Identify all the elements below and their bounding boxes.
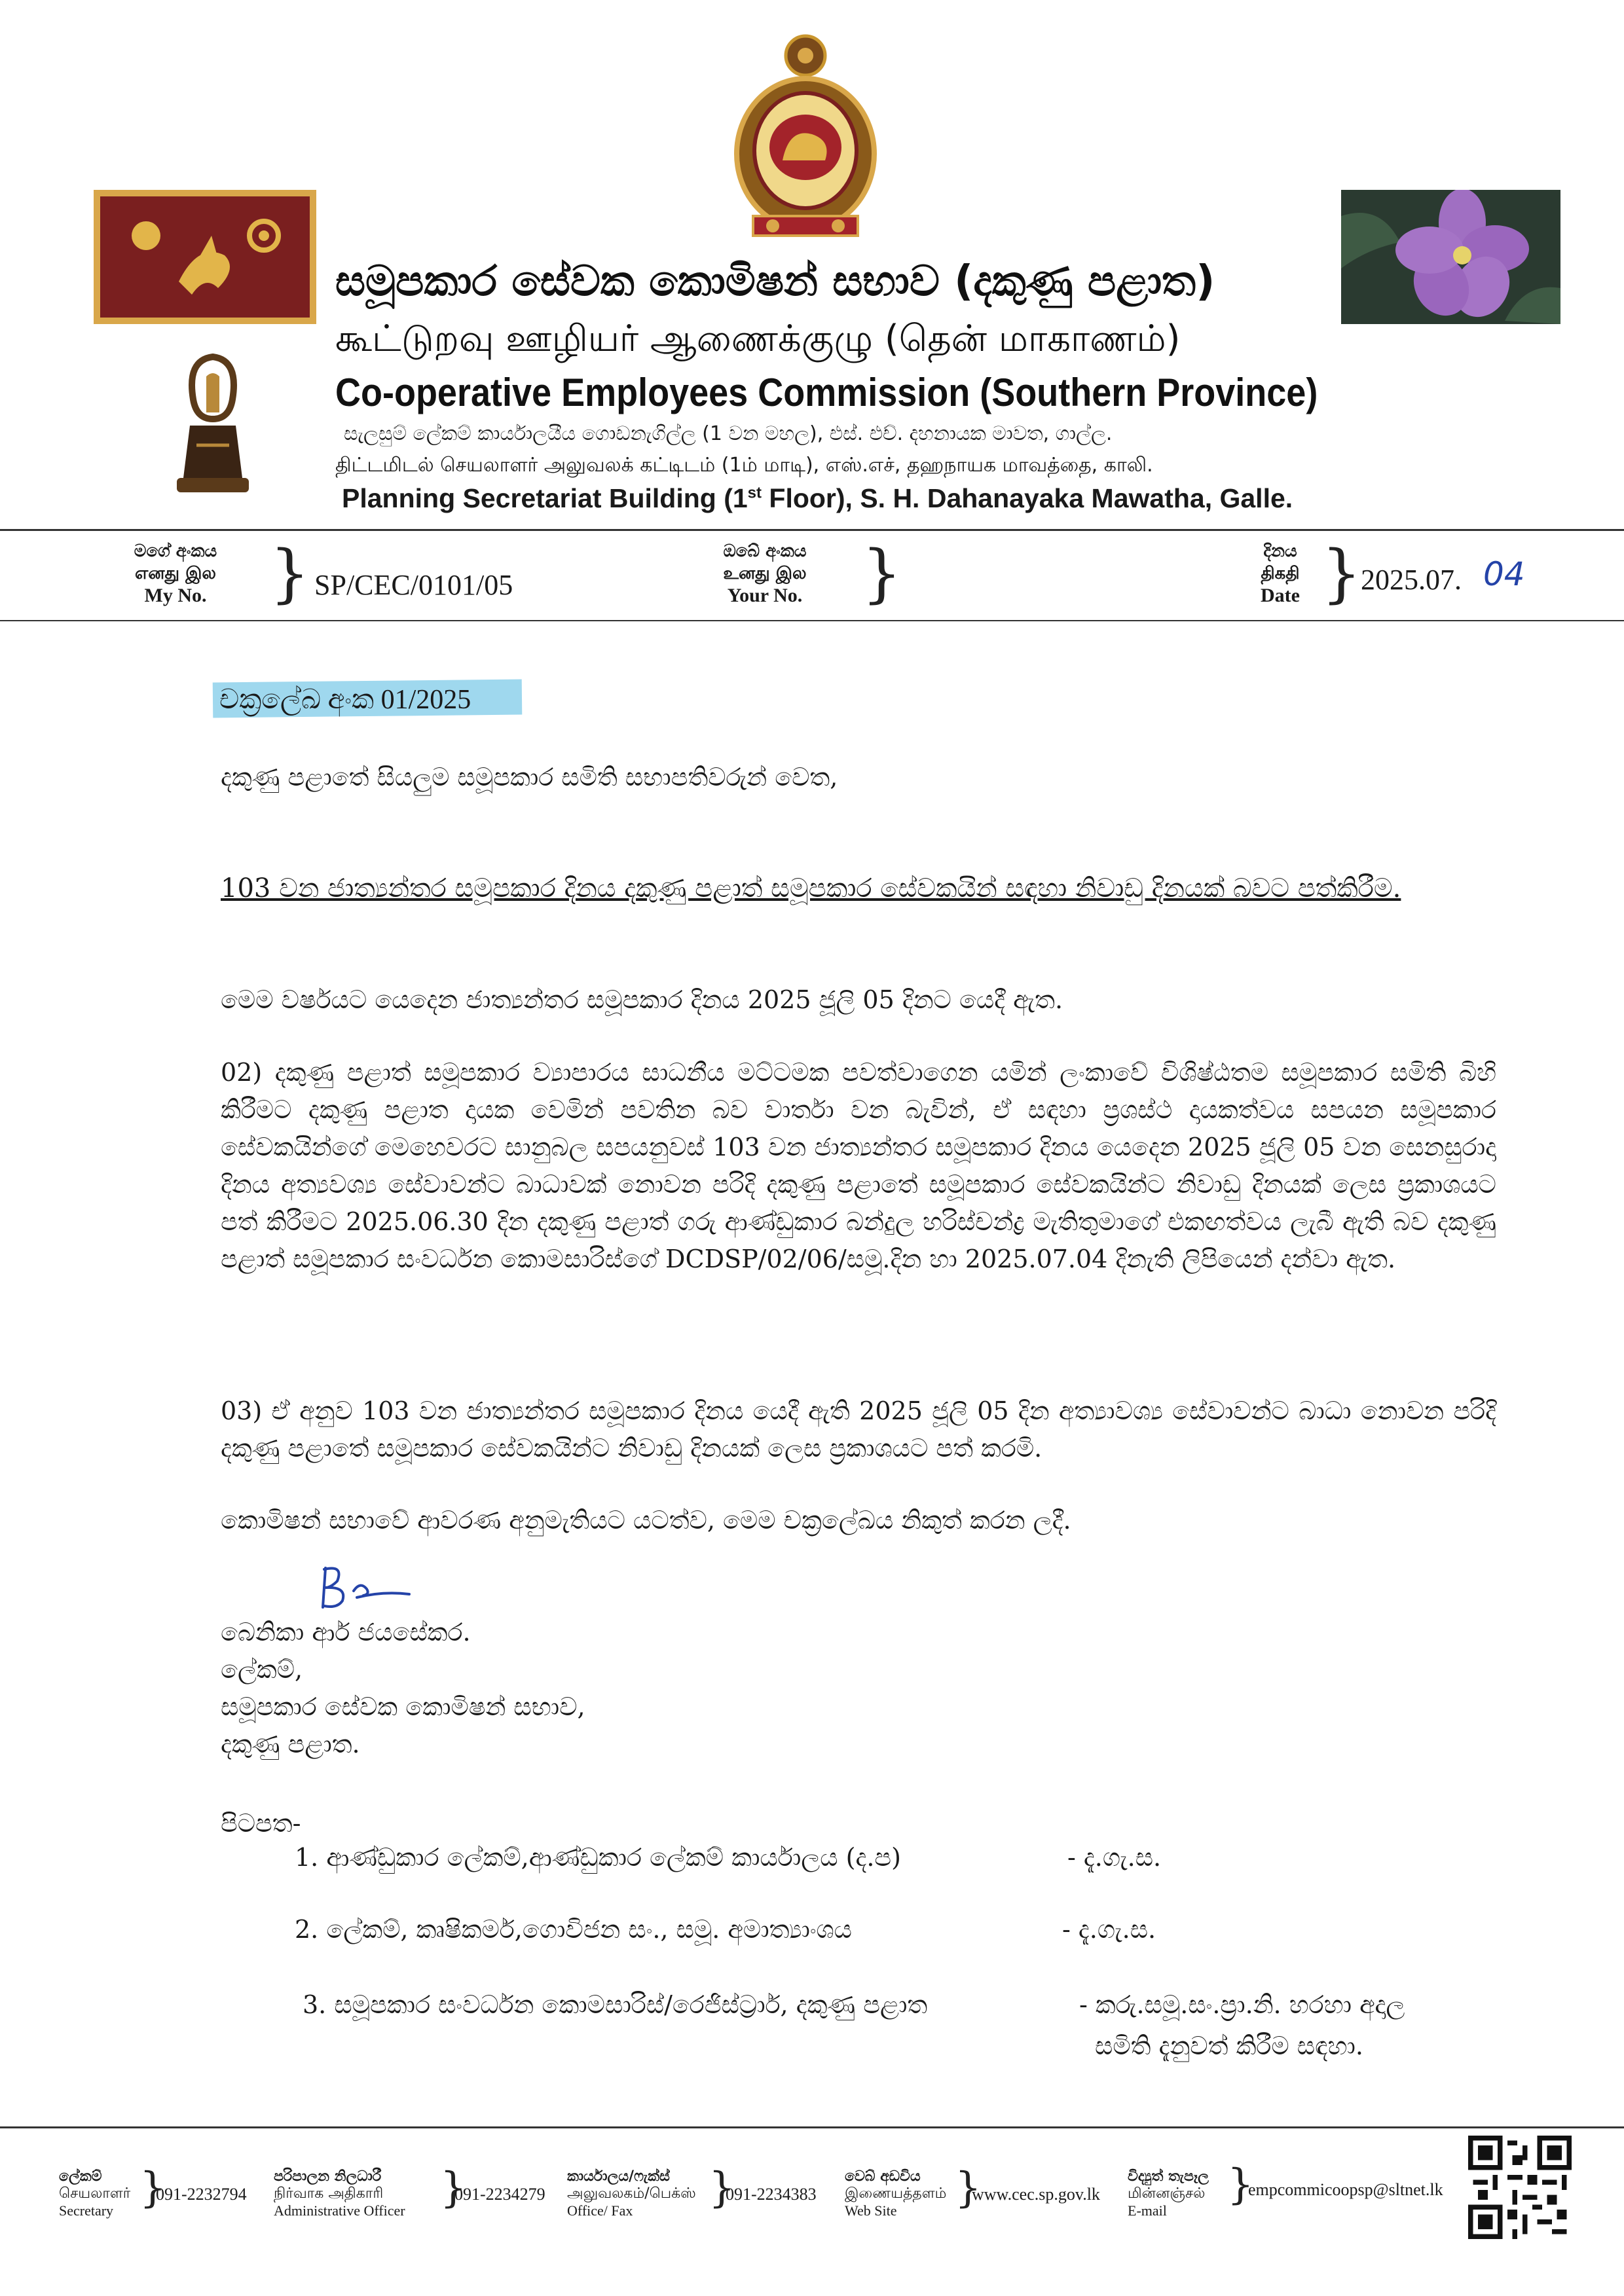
date-labels: දිනය திகதி Date [1261, 541, 1300, 606]
flower-photo [1341, 190, 1560, 324]
brace-your-no: } [862, 537, 902, 610]
addressee: දකුණු පළාතේ සියලුම සමූපකාර සමිති සභාපතිවරුන් වෙත, [221, 763, 838, 792]
paragraph-4: කොමිෂන් සභාවේ ආවරණ අනුමැතියට යටත්ව, මෙම චක්‍රලේඛය නිකුත් කරන ලදී. [221, 1506, 1071, 1535]
brace-date: } [1321, 537, 1362, 610]
national-emblem [727, 29, 884, 246]
footer-admin-labels: පරිපාලන නිලධාරී நிர்வாக அதிகாரி Administrative Officer [274, 2168, 405, 2219]
footer-brace-web: } [955, 2164, 982, 2212]
header-divider-top [0, 529, 1624, 531]
copies-label: පිටපත- [221, 1809, 301, 1838]
copy-item-3-note-line2: සමිති දැනුවත් කිරීම සඳහා. [1095, 2032, 1363, 2060]
footer-office-phone: 091-2234383 [726, 2185, 817, 2204]
paragraph-3: 03) ඒ අනුව 103 වන ජාත්‍යන්තර සමූපකාර දිනය යෙදී ඇති 2025 ජූලි 05 දින අත්‍යාවශ්‍ය සේවාවන්ට බාධා නොවන පරිදි දකුණු පළාතේ සමූපකාර සේවකයින්ට නිවාඩු දිනයක් ලෙස ප්‍රකාශයට පත් කරමි. [221, 1396, 1496, 1463]
signatory-title: ලේකම්, [221, 1655, 303, 1684]
date-value: 2025.07. [1361, 564, 1462, 596]
copy-item-2-note: - දැ.ගැ.ස. [1062, 1915, 1156, 1944]
subject-line: 103 වන ජාත්‍යන්තර සමූපකාර දිනය දකුණු පළාත් සමූපකාර සේවකයින් සඳහා නිවාඩු දිනයක් බවට පත්කිරීම. [221, 873, 1401, 903]
paragraph-2: 02) දකුණු පළාත් සමූපකාර ව්‍යාපාරය සාධනීය මට්ටමක පවත්වාගෙන යමින් ලංකාවේ විශිෂ්ඨතම සමූපකාර සමිති බිහි කිරීමට දකුණු පළාත දායක වෙමින් පවතින බව වාර්තා වන බැවින්, ඒ සඳහා ප්‍රශස්ථ දායකත්වය සපයන සමූපකාර සේවකයින්ගේ මෙහෙවරට සානුබල සපයනුවස් 103 වන ජාත්‍යන්තර සමූපකාර දිනය යෙදෙන 2025 ජූලි 05 වන සෙනසුරාදා දිනය අත්‍යවශ්‍ය සේවාවන්ට බාධාවක් නොවන පරිදි දකුණු පළාතේ සමූපකාර සේවකයින්ට නිවාඩු දිනයක් ලෙස ප්‍රකාශයට පත් කිරීමට 2025.06.30 දින දකුණු පළාත් ගරු ආණ්ඩුකාර බන්දුල හරිස්චන්ද්‍ර මැතිතුමාගේ එකඟත්වය ලැබී ඇති බව දකුණු පළාත් සමූපකාර සංවර්ධන කොමසාරිස්ගේ DCDSP/02/06/සමූ.දින හා 2025.07.04 දිනැති ලිපියෙන් දන්වා ඇත. [221, 1058, 1496, 1273]
copy-item-1: 1. ආණ්ඩුකාර ලේකම්,ආණ්ඩුකාර ලේකම් කාර්යාලය (ද.ප) [295, 1843, 901, 1872]
footer-web-labels: වෙබ් අඩවිය இணையத்தளம் Web Site [845, 2168, 947, 2219]
address-sinhala: සැලසුම් ලේකම් කාර්යාලයීය ගොඩනැගිල්ල (1 වන මහල), එස්. එච්. දහනායක මාවත, ගාල්ල. [344, 422, 1113, 445]
footer-secretary-labels: ලේකම් செயலாளர் Secretary [59, 2168, 131, 2219]
my-no-value: SP/CEC/0101/05 [314, 569, 513, 601]
copy-item-3-note: - කරු.සමූ.සං.ප්‍රා.නි. හරහා අදාල [1079, 1990, 1405, 2019]
footer-web-value[interactable]: www.cec.sp.gov.lk [972, 2185, 1100, 2204]
footer-brace-office: } [709, 2164, 735, 2212]
commission-title-tamil: கூட்டுறவு ஊழியர் ஆணைக்குழு (தென் மாகாணம்) [335, 318, 1181, 360]
circular-number: චක්‍රලේඛ අංක 01/2025 [219, 685, 471, 715]
footer-brace-admin: } [440, 2164, 467, 2212]
commission-title-sinhala: සමූපකාර සේවක කොමිෂන් සභාව (දකුණු පළාත) [335, 257, 1215, 306]
cooperative-bell-logo [167, 347, 259, 504]
handwritten-signature [318, 1561, 422, 1614]
footer-email-labels: විද්‍යුත් තැපෑල மின்னஞ்சல் E-mail [1128, 2168, 1209, 2219]
copy-item-1-note: - දැ.ගැ.ස. [1067, 1843, 1162, 1872]
header-divider-bottom [0, 620, 1624, 621]
signatory-province: දකුණු පළාත. [221, 1730, 360, 1758]
brace-my-no: } [270, 537, 310, 610]
southern-province-flag [94, 190, 316, 324]
my-no-labels: මගේ අංකය எனது இல My No. [134, 541, 217, 606]
paragraph-1: මෙම වර්ෂයට යෙදෙන ජාත්‍යන්තර සමූපකාර දිනය 2025 ජූලි 05 දිනට යෙදී ඇත. [221, 985, 1063, 1014]
footer-office-labels: කාර්යාලය/ෆැක්ස් அலுவலகம்/பெக்ஸ் Office/ Fax [567, 2168, 696, 2219]
commission-title-english: Co-operative Employees Commission (Southern Province) [335, 371, 1318, 414]
footer-brace-secretary: } [139, 2164, 166, 2212]
qr-code [1468, 2136, 1572, 2239]
footer-brace-email: } [1227, 2160, 1254, 2209]
signatory-organization: සමූපකාර සේවක කොමිෂන් සභාව, [221, 1692, 585, 1721]
signatory-name: බෙනිකා ආර් ජයසේකර. [221, 1618, 471, 1647]
address-english: Planning Secretariat Building (1st Floor), S. H. Dahanayaka Mawatha, Galle. [342, 483, 1293, 513]
your-no-labels: ඔබේ අංකය உனது இல Your No. [723, 541, 807, 606]
copy-item-2: 2. ලේකම්, කෘෂිකර්ම,ගොවිජන සං., සමූ. අමාත්‍යාංශය [295, 1915, 853, 1944]
date-day-handwritten: 04 [1483, 555, 1525, 593]
copy-item-3: 3. සමූපකාර සංවර්ධන කොමසාරිස්/රෙජිස්ට්‍රාර්, දකුණු පළාත [303, 1990, 928, 2019]
footer-divider [0, 2126, 1624, 2128]
footer-secretary-phone: 091-2232794 [156, 2185, 247, 2204]
footer-admin-phone: 091-2234279 [454, 2185, 545, 2204]
address-tamil: திட்டமிடல் செயலாளர் அலுவலக் கட்டிடம் (1ம் மாடி), எஸ்.எச், தஹநாயக மாவத்தை, காலி. [335, 454, 1153, 477]
footer-email-value[interactable]: empcommicoopsp@sltnet.lk [1248, 2180, 1443, 2199]
